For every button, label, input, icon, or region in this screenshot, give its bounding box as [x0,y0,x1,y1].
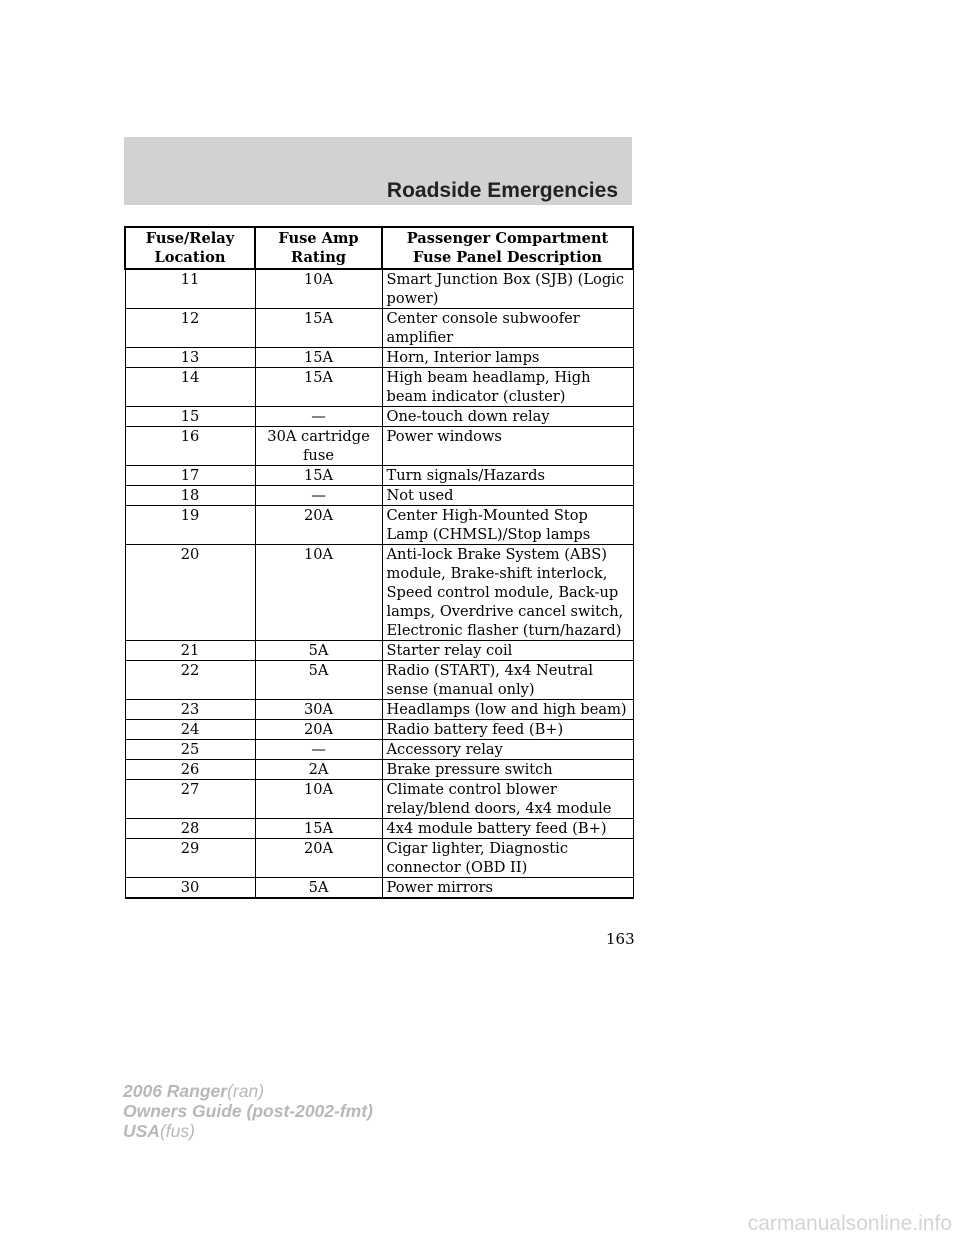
cell-rating: 5A [255,641,382,661]
table-row [125,740,633,760]
table-row [125,700,633,720]
cell-description: Brake pressure switch [382,760,633,780]
cell-description: Starter relay coil [382,641,633,661]
cell-location: 25 [125,740,255,760]
table-row [125,466,633,486]
table-row [125,269,633,309]
cell-description: Center console subwoofer amplifier [382,309,633,348]
cell-rating: 15A [255,819,382,839]
footer-guide: Owners Guide (post-2002-fmt) [123,1101,373,1121]
cell-location: 20 [125,545,255,641]
column-header-description: Passenger Compartment Fuse Panel Description [382,227,633,269]
cell-location: 11 [125,269,255,309]
cell-description: One-touch down relay [382,407,633,427]
column-header-location: Fuse/Relay Location [125,227,255,269]
section-title: Roadside Emergencies [386,179,618,202]
cell-location: 23 [125,700,255,720]
cell-description: Power windows [382,427,633,466]
cell-description: Climate control blower relay/blend doors, 4x4 module [382,780,633,819]
table-row [125,641,633,661]
table-row [125,661,633,700]
table-row [125,760,633,780]
cell-description: Accessory relay [382,740,633,760]
cell-description: Headlamps (low and high beam) [382,700,633,720]
cell-description: Turn signals/Hazards [382,466,633,486]
footer-line-1 [123,1081,373,1101]
cell-location: 21 [125,641,255,661]
cell-location: 19 [125,506,255,545]
cell-rating: 10A [255,269,382,309]
cell-location: 22 [125,661,255,700]
table-row [125,486,633,506]
table-row [125,878,633,899]
cell-location: 17 [125,466,255,486]
footer-market-code: (fus) [159,1121,195,1141]
table-row [125,427,633,466]
cell-rating: 20A [255,720,382,740]
cell-location: 28 [125,819,255,839]
table-row [125,407,633,427]
table-row [125,819,633,839]
cell-location: 14 [125,368,255,407]
cell-description: 4x4 module battery feed (B+) [382,819,633,839]
column-header-rating: Fuse Amp Rating [255,227,382,269]
cell-description: High beam headlamp, High beam indicator (cluster) [382,368,633,407]
cell-location: 30 [125,878,255,899]
cell-location: 16 [125,427,255,466]
footer-line-2 [123,1101,373,1121]
cell-rating: 15A [255,368,382,407]
section-header-band [124,137,632,205]
footer-market: USA [123,1121,160,1141]
page-number: 163 [606,930,635,948]
table-header-row [125,227,633,269]
cell-rating: 15A [255,466,382,486]
cell-rating: 5A [255,878,382,899]
table-body [125,269,633,898]
cell-rating: 15A [255,309,382,348]
cell-rating: 30A cartridge fuse [255,427,382,466]
cell-location: 27 [125,780,255,819]
table-row [125,780,633,819]
footer-model-code: (ran) [227,1081,265,1101]
document-footer [123,1081,373,1141]
cell-location: 15 [125,407,255,427]
cell-rating: 15A [255,348,382,368]
cell-location: 26 [125,760,255,780]
footer-model: 2006 Ranger [123,1081,228,1101]
cell-description: Radio battery feed (B+) [382,720,633,740]
cell-rating: 20A [255,506,382,545]
cell-rating: 10A [255,780,382,819]
table-row [125,368,633,407]
cell-description: Radio (START), 4x4 Neutral sense (manual only) [382,661,633,700]
table-row [125,839,633,878]
cell-description: Smart Junction Box (SJB) (Logic power) [382,269,633,309]
cell-rating: 20A [255,839,382,878]
cell-description: Cigar lighter, Diagnostic connector (OBD II) [382,839,633,878]
cell-rating: 5A [255,661,382,700]
cell-rating: — [255,740,382,760]
cell-rating: — [255,407,382,427]
cell-description: Anti-lock Brake System (ABS) module, Brake-shift interlock, Speed control module, Back-up lamps, Overdrive cancel switch, Electronic flasher (turn/hazard) [382,545,633,641]
table-row [125,506,633,545]
table-row [125,720,633,740]
table-row [125,348,633,368]
cell-description: Power mirrors [382,878,633,899]
cell-description: Center High-Mounted Stop Lamp (CHMSL)/Stop lamps [382,506,633,545]
cell-location: 18 [125,486,255,506]
cell-location: 29 [125,839,255,878]
cell-description: Not used [382,486,633,506]
cell-rating: 10A [255,545,382,641]
fuse-table [124,226,634,899]
cell-description: Horn, Interior lamps [382,348,633,368]
cell-location: 13 [125,348,255,368]
cell-rating: 2A [255,760,382,780]
table-row [125,545,633,641]
cell-rating: — [255,486,382,506]
footer-line-3 [123,1121,373,1141]
watermark: carmanualsonline.info [747,1212,952,1235]
cell-rating: 30A [255,700,382,720]
cell-location: 12 [125,309,255,348]
cell-location: 24 [125,720,255,740]
table-row [125,309,633,348]
